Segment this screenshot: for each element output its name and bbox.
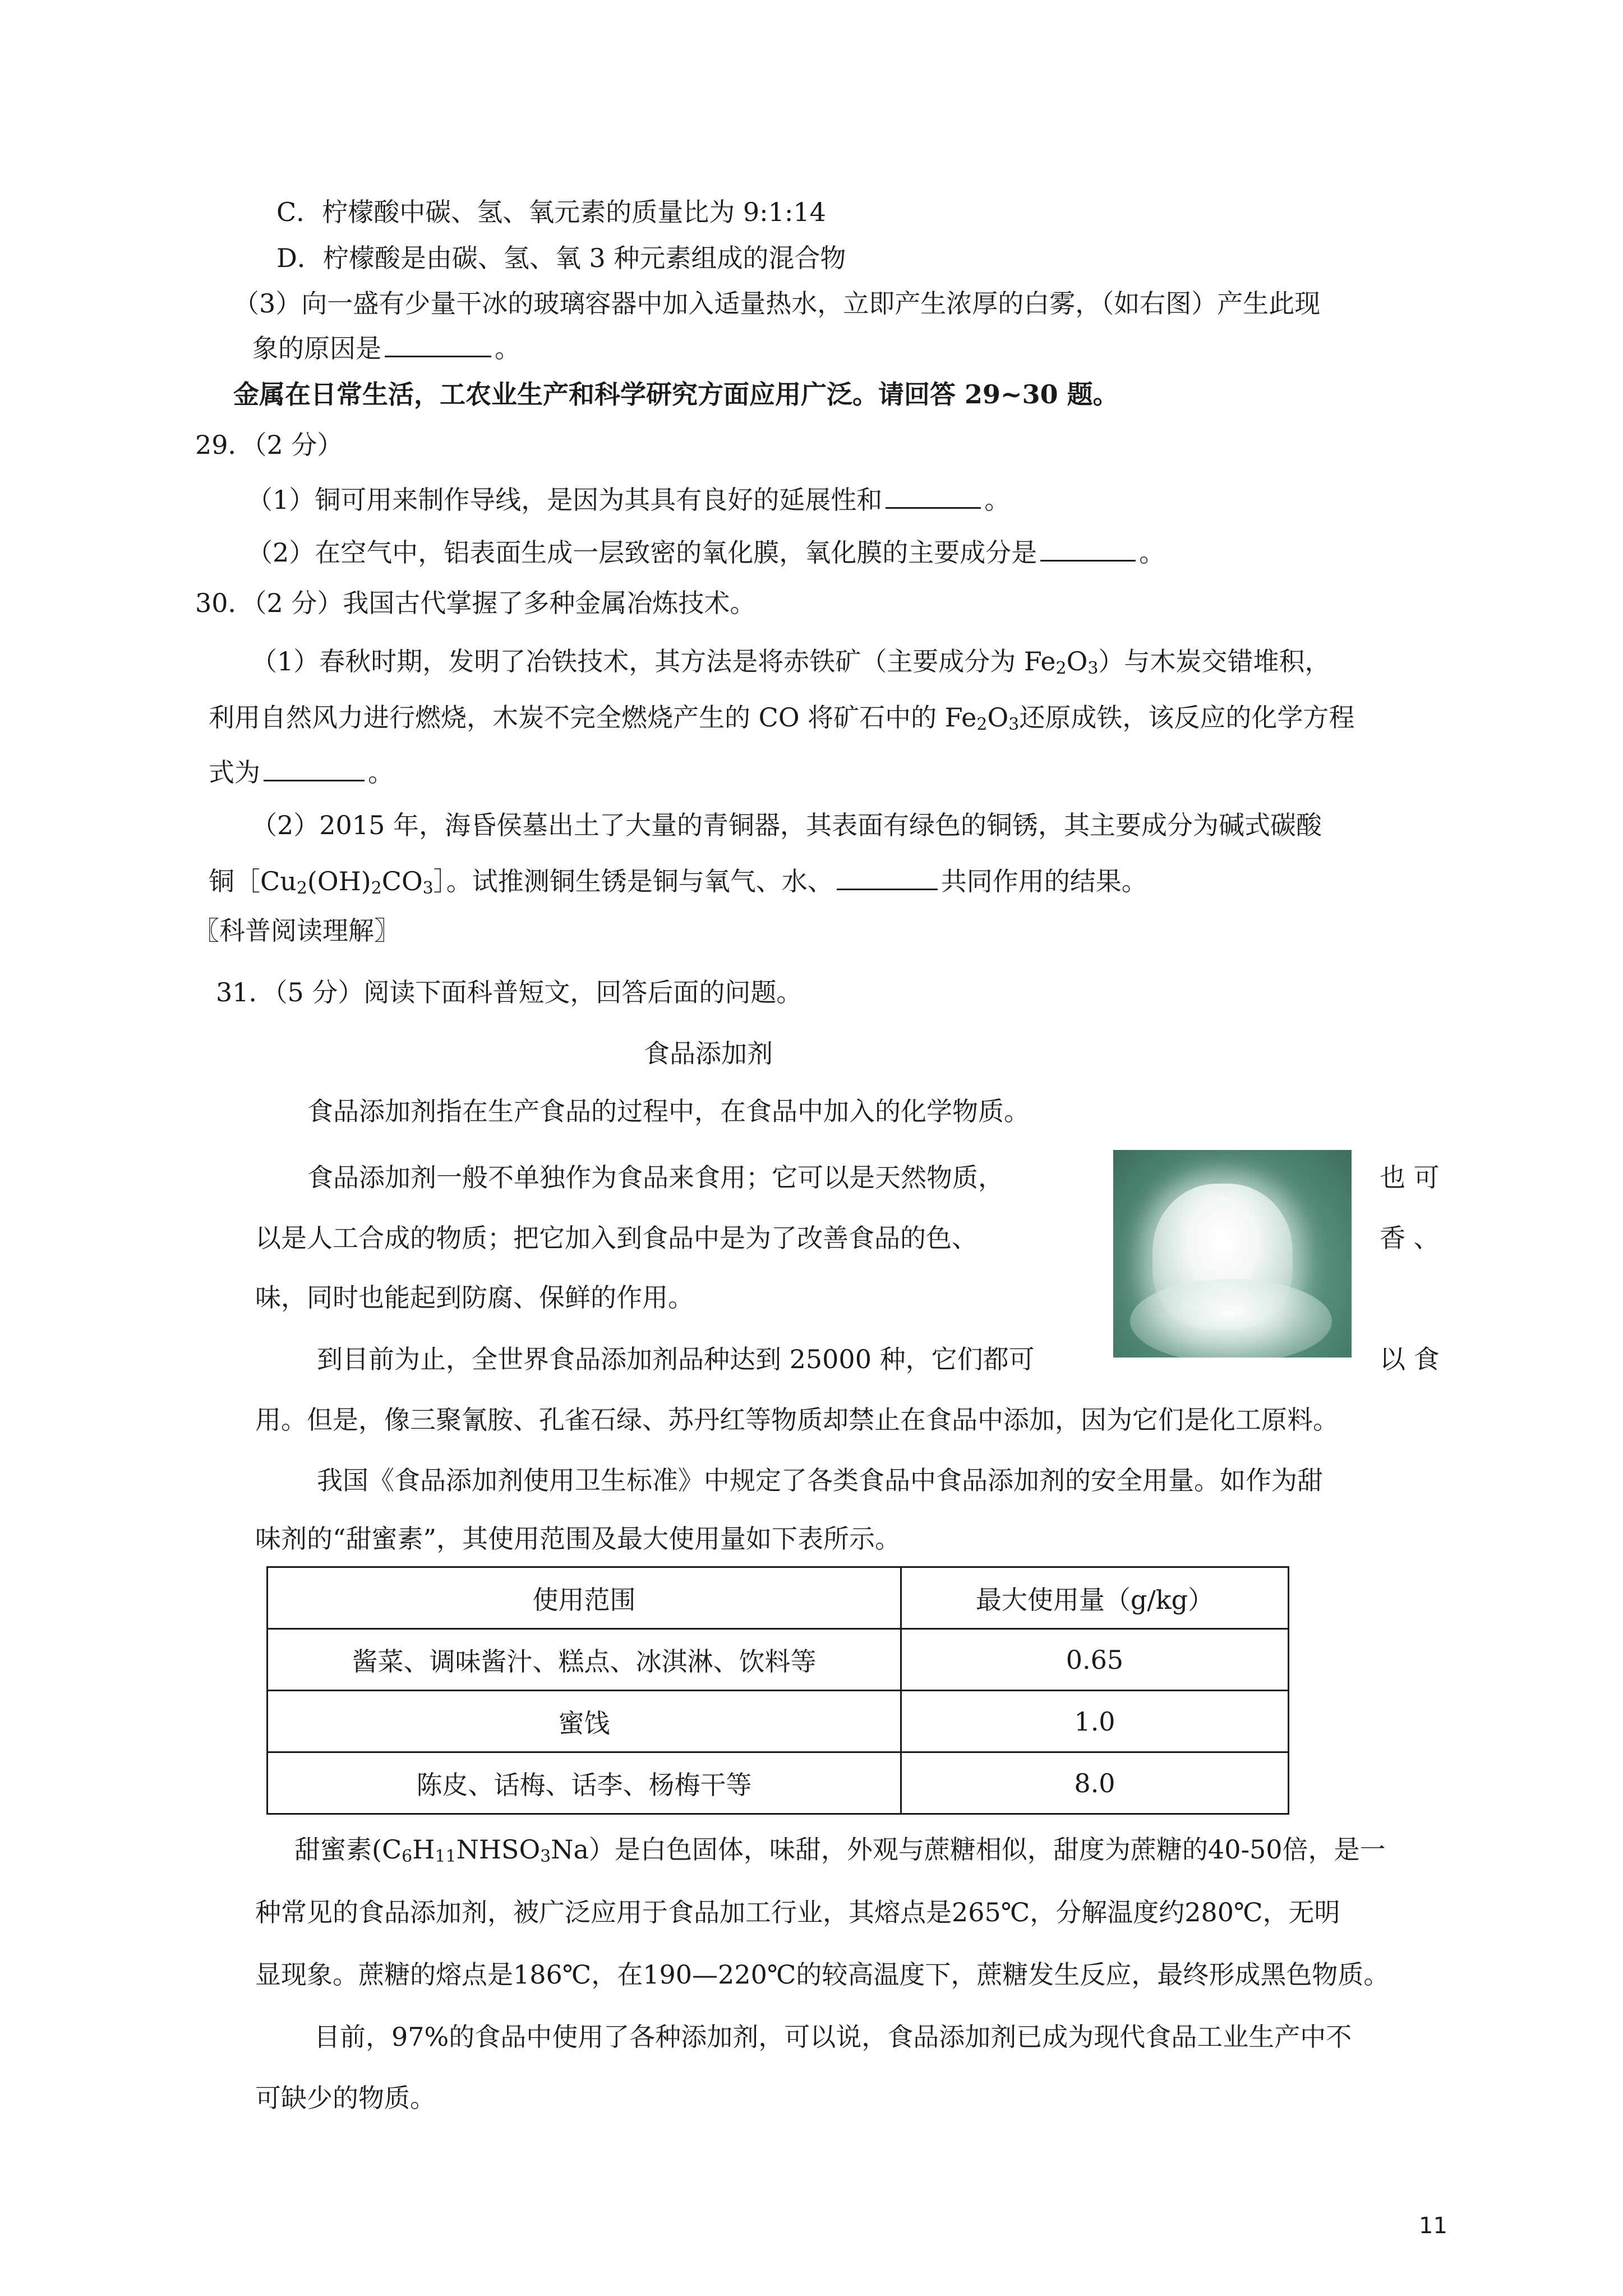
formula-part: NHSO bbox=[456, 1834, 541, 1865]
article-p2-line1: 食品添加剂一般不单独作为食品来食用；它可以是天然物质， bbox=[307, 1162, 1004, 1193]
subscript: 2 bbox=[976, 715, 988, 734]
q30-2-line1: （2）2015 年，海昏侯墓出土了大量的青铜器，其表面有绿色的铜锈，其主要成分为碱式碳酸 bbox=[251, 810, 1322, 840]
q29-1 bbox=[247, 485, 1010, 513]
table-cell: 陈皮、话梅、话李、杨梅干等 bbox=[268, 1752, 901, 1814]
article-p6-line1: 目前，97%的食品中使用了各种添加剂，可以说，食品添加剂已成为现代食品工业生产中不 bbox=[314, 2022, 1352, 2052]
article-p2-line2: 以是人工合成的物质；把它加入到食品中是为了改善食品的色、 bbox=[255, 1223, 978, 1253]
table-cell: 0.65 bbox=[901, 1629, 1289, 1691]
answer-blank[interactable] bbox=[886, 485, 981, 509]
q30-1-text-end: ）与木炭交错堆积， bbox=[1098, 646, 1331, 677]
section-header: 〖科普阅读理解〗 bbox=[193, 915, 400, 946]
article-title: 食品添加剂 bbox=[644, 1038, 773, 1069]
formula-part: O bbox=[987, 702, 1009, 733]
answer-blank[interactable] bbox=[1040, 537, 1136, 562]
subscript: 2 bbox=[1055, 659, 1067, 678]
article-p3-line1: 到目前为止，全世界食品添加剂品种达到 25000 种，它们都可 bbox=[317, 1344, 1035, 1374]
q30-1-text: （1）春秋时期，发明了冶铁技术，其方法是将赤铁矿（主要成分为 Fe bbox=[251, 646, 1056, 677]
subscript: 3 bbox=[422, 878, 434, 898]
answer-blank[interactable] bbox=[264, 757, 365, 781]
formula-part: (OH) bbox=[307, 866, 371, 896]
q28-3-line2 bbox=[252, 333, 520, 364]
q30-1-line3 bbox=[209, 757, 394, 788]
q29-heading: 29．（2 分） bbox=[195, 430, 343, 460]
table-cell: 酱菜、调味酱汁、糕点、冰淇淋、饮料等 bbox=[268, 1629, 901, 1691]
q31-heading: 31．（5 分）阅读下面科普短文，回答后面的问题。 bbox=[216, 977, 803, 1007]
formula-part: CO bbox=[381, 866, 423, 896]
subscript: 11 bbox=[435, 1847, 457, 1866]
p5-text: 甜蜜素(C bbox=[294, 1834, 402, 1865]
option-c: C．柠檬酸中碳、氢、氧元素的质量比为 9:1:14 bbox=[276, 197, 826, 227]
sweetener-usage-table bbox=[266, 1566, 1289, 1815]
subscript: 3 bbox=[540, 1847, 551, 1866]
table-header: 使用范围 bbox=[268, 1567, 901, 1629]
q28-3-line1: （3）向一盛有少量干冰的玻璃容器中加入适量热水，立即产生浓厚的白雾，（如右图）产生此现 bbox=[233, 288, 1321, 319]
table-cell: 1.0 bbox=[901, 1691, 1289, 1752]
q30-2-line2 bbox=[209, 866, 1147, 898]
p5-text-end: Na）是白色固体，味甜，外观与蔗糖相似，甜度为蔗糖的40-50倍，是一 bbox=[551, 1834, 1386, 1865]
formula-part: O bbox=[1066, 646, 1088, 677]
answer-blank[interactable] bbox=[385, 333, 491, 357]
q29-1-end: 。 bbox=[984, 485, 1011, 515]
table-row bbox=[268, 1752, 1289, 1814]
subscript: 2 bbox=[371, 878, 382, 898]
table-cell: 蜜饯 bbox=[268, 1691, 901, 1752]
article-p3-line1-right: 以 食 bbox=[1380, 1344, 1440, 1374]
q28-3-end: 。 bbox=[495, 333, 520, 364]
subscript: 3 bbox=[1008, 715, 1020, 734]
article-p1: 食品添加剂指在生产食品的过程中，在食品中加入的化学物质。 bbox=[307, 1096, 1030, 1126]
article-p5-line2: 种常见的食品添加剂，被广泛应用于食品加工行业，其熔点是265℃，分解温度约280℃，无明 bbox=[255, 1897, 1340, 1927]
article-p3-line2: 用。但是，像三聚氰胺、孔雀石绿、苏丹红等物质却禁止在食品中添加，因为它们是化工原料。 bbox=[255, 1405, 1339, 1435]
q29-2-end: 。 bbox=[1139, 537, 1165, 568]
q29-2 bbox=[247, 537, 1165, 568]
q30-1-end: 。 bbox=[368, 757, 394, 788]
q29-1-text: （1）铜可用来制作导线，是因为其具有良好的延展性和 bbox=[247, 485, 883, 515]
formula-part: H bbox=[412, 1834, 435, 1865]
q30-1-text: 式为 bbox=[209, 757, 260, 788]
subscript: 6 bbox=[402, 1847, 413, 1866]
metals-intro: 金属在日常生活，工农业生产和科学研究方面应用广泛。请回答 29~30 题。 bbox=[233, 379, 1119, 409]
option-d: D．柠檬酸是由碳、氢、氧 3 种元素组成的混合物 bbox=[276, 243, 846, 273]
article-p6-line2: 可缺少的物质。 bbox=[255, 2083, 436, 2113]
article-p2-line2-right: 香 、 bbox=[1380, 1223, 1440, 1253]
article-p4-line1: 我国《食品添加剂使用卫生标准》中规定了各类食品中食品添加剂的安全用量。如作为甜 bbox=[317, 1465, 1323, 1496]
q30-2-text-end: 共同作用的结果。 bbox=[940, 866, 1147, 896]
table-row bbox=[268, 1629, 1289, 1691]
answer-blank[interactable] bbox=[837, 866, 938, 890]
q30-2-text: 铜［Cu bbox=[209, 866, 297, 896]
table-cell: 8.0 bbox=[901, 1752, 1289, 1814]
q30-1-text: 利用自然风力进行燃烧，木炭不完全燃烧产生的 CO 将矿石中的 Fe bbox=[209, 702, 977, 733]
q30-1-line1 bbox=[251, 646, 1331, 678]
subscript: 3 bbox=[1087, 659, 1099, 678]
table-row bbox=[268, 1691, 1289, 1752]
white-fog-illustration bbox=[1130, 1279, 1332, 1358]
q30-2-text-mid: ］。试推测铜生锈是铜与氧气、水、 bbox=[433, 866, 833, 896]
page-number: 11 bbox=[1419, 2213, 1447, 2239]
dry-ice-fog-image bbox=[1113, 1150, 1352, 1358]
article-p4-line2: 味剂的“甜蜜素”，其使用范围及最大使用量如下表所示。 bbox=[255, 1524, 901, 1554]
article-p2-line3: 味，同时也能起到防腐、保鲜的作用。 bbox=[255, 1282, 694, 1313]
q30-heading: 30．（2 分）我国古代掌握了多种金属冶炼技术。 bbox=[195, 588, 756, 618]
article-p5-line1 bbox=[294, 1834, 1386, 1866]
q30-1-text-end: 还原成铁，该反应的化学方程 bbox=[1019, 702, 1355, 733]
q30-1-line2 bbox=[209, 702, 1355, 734]
q28-3-text: 象的原因是 bbox=[252, 333, 381, 364]
subscript: 2 bbox=[296, 878, 307, 898]
article-p2-line1-right: 也 可 bbox=[1380, 1162, 1440, 1193]
article-p5-line3: 显现象。蔗糖的熔点是186℃，在190—220℃的较高温度下，蔗糖发生反应，最终形成黑色物质。 bbox=[255, 1959, 1390, 1990]
table-header-row bbox=[268, 1567, 1289, 1629]
q29-2-text: （2）在空气中，铝表面生成一层致密的氧化膜，氧化膜的主要成分是 bbox=[247, 537, 1038, 568]
table-header: 最大使用量（g/kg） bbox=[901, 1567, 1289, 1629]
